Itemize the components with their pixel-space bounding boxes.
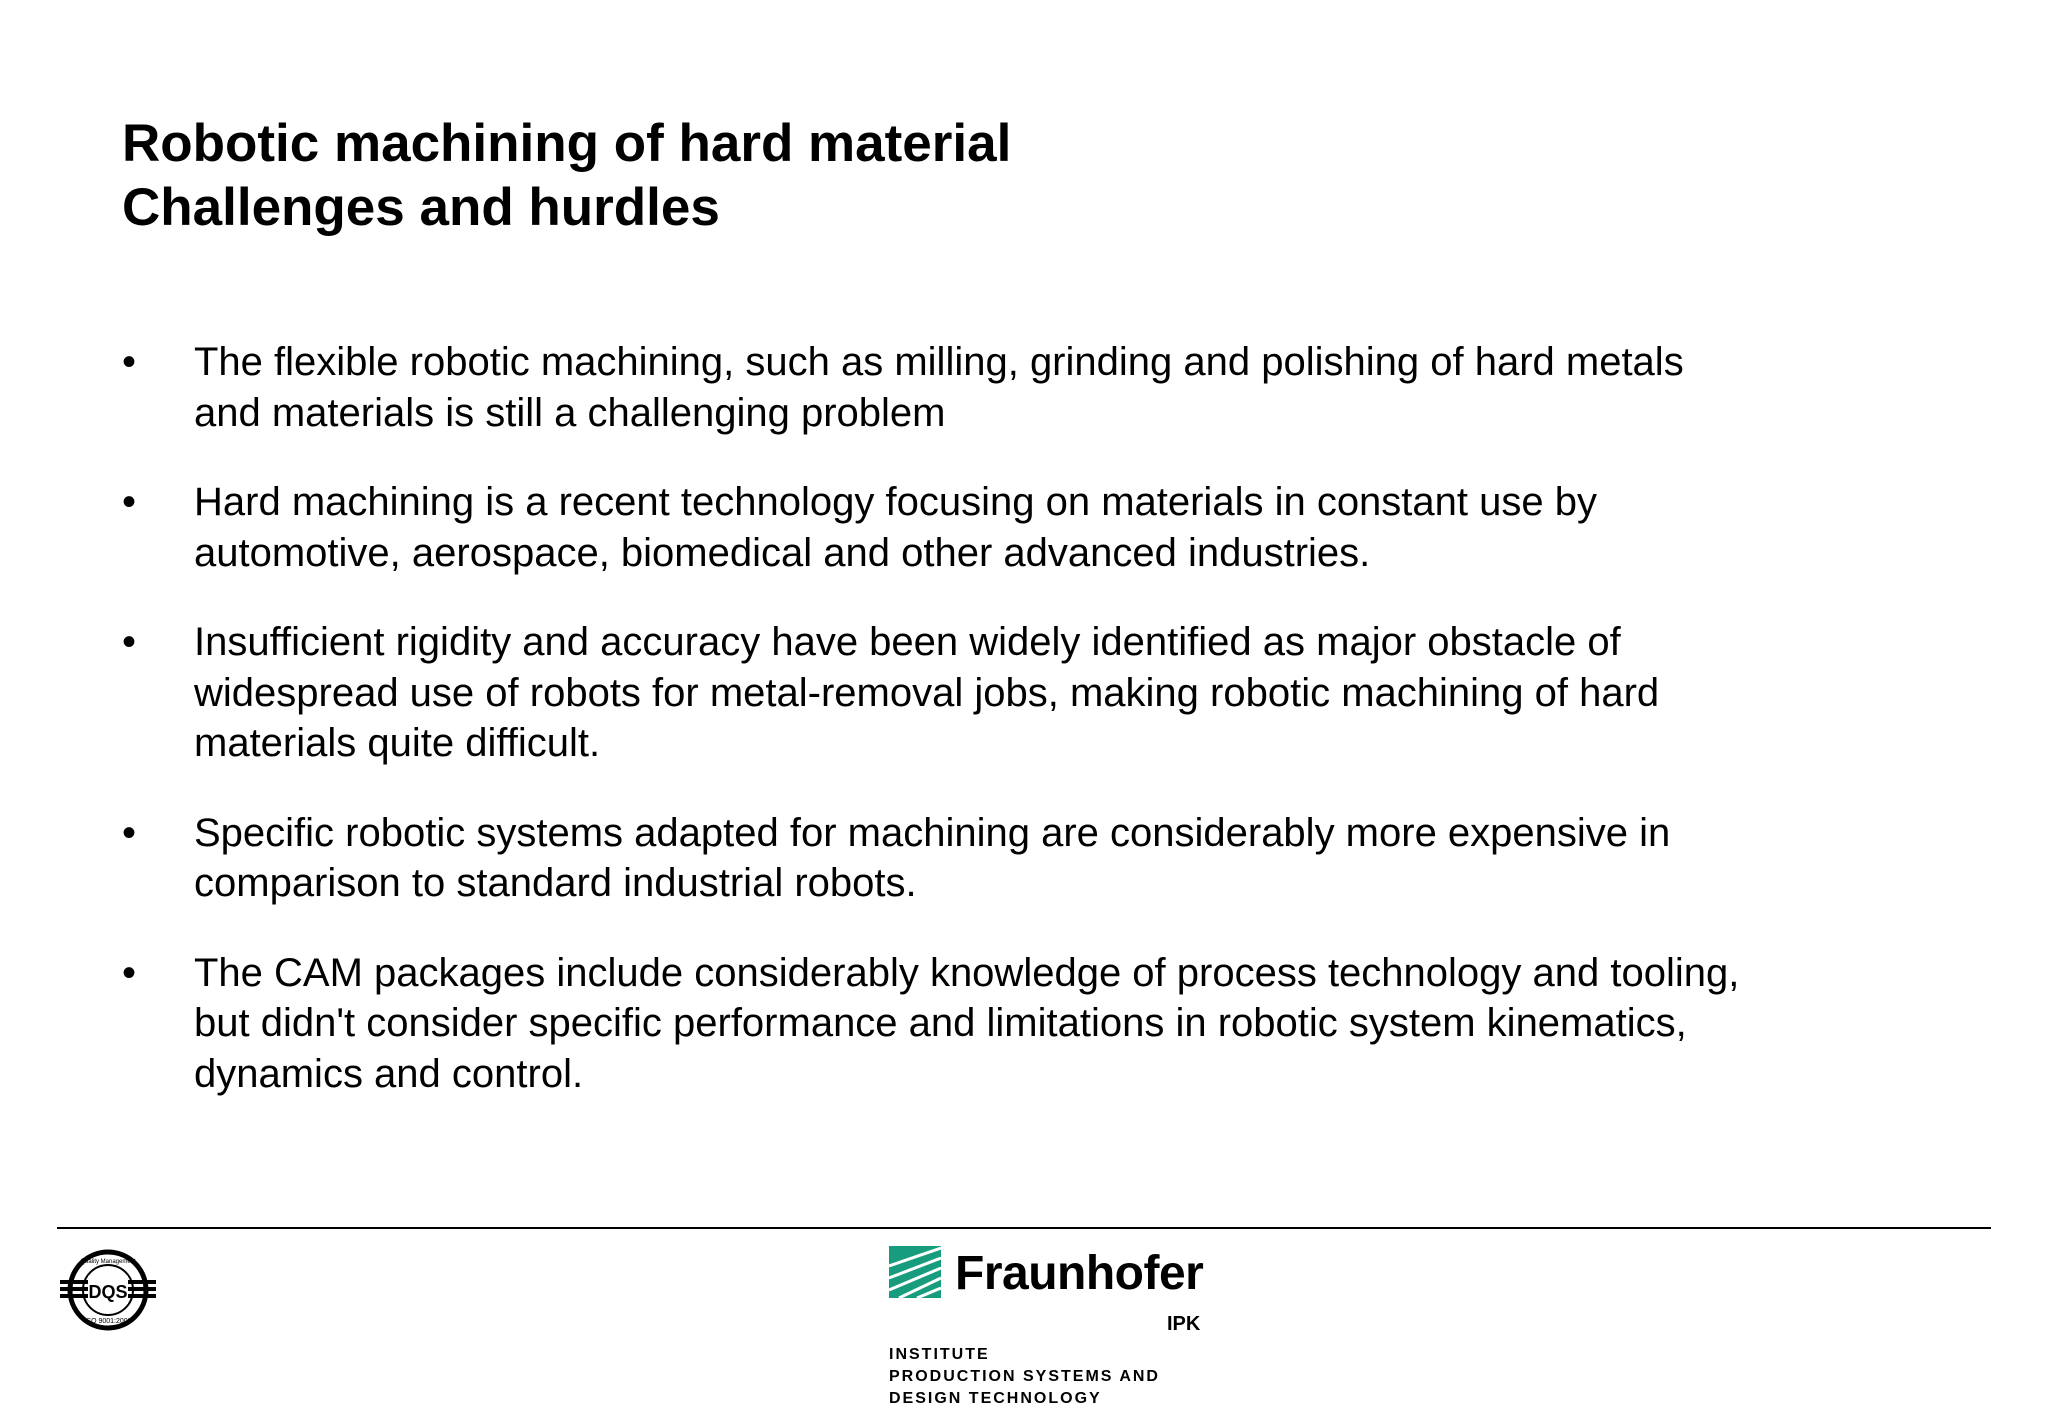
bullet-line: dynamics and control. (194, 1051, 584, 1096)
bullet-text (194, 337, 1922, 438)
bullet-line: The CAM packages include considerably knowledge of process technology and tooling, (194, 950, 1740, 995)
bullet-line: automotive, aerospace, biomedical and other advanced industries. (194, 530, 1371, 575)
title-line-2: Challenges and hurdles (122, 178, 720, 237)
institute-line: PRODUCTION SYSTEMS AND (889, 1368, 1160, 1385)
bullet-line: widespread use of robots for metal-removal jobs, making robotic machining of hard (194, 670, 1660, 715)
bullet-dot: • (122, 950, 137, 995)
bullet-dot: • (122, 620, 137, 664)
bullet-item (122, 477, 1922, 578)
bullet-dot: • (122, 480, 137, 524)
bullet-line: Insufficient rigidity and accuracy have been widely identified as major obstacle of (194, 620, 1621, 664)
institute-line: INSTITUTE (889, 1346, 990, 1363)
dqs-certification-seal-icon (58, 1249, 158, 1331)
bullet-text (194, 948, 1922, 1100)
bullet-text (194, 477, 1922, 578)
bullet-line: The flexible robotic machining, such as milling, grinding and polishing of hard metals (194, 340, 1684, 384)
fraunhofer-logo (889, 1246, 1229, 1416)
dqs-seal-bottom-text: ISO 9001:2008 (84, 1318, 132, 1325)
bullet-line: and materials is still a challenging problem (194, 390, 946, 435)
bullet-line: but didn't consider specific performance and limitations in robotic system kinematics, (194, 1001, 1687, 1045)
dqs-seal-center-text: DQS (88, 1282, 128, 1302)
fraunhofer-unit: IPK (1167, 1313, 1201, 1335)
bullet-line: comparison to standard industrial robots. (194, 861, 917, 905)
bullet-text (194, 617, 1922, 769)
bullet-item (122, 808, 1922, 909)
institute-name (889, 1344, 1160, 1410)
institute-line: DESIGN TECHNOLOGY (889, 1390, 1102, 1407)
bullet-line: Specific robotic systems adapted for machining are considerably more expensive in (194, 810, 1671, 855)
dqs-seal-top-text: Quality Management (80, 1259, 136, 1265)
bullet-dot: • (122, 340, 137, 384)
bullet-dot: • (122, 810, 137, 855)
slide-title (122, 112, 1822, 240)
bullet-item (122, 617, 1922, 769)
bullet-text (194, 808, 1922, 909)
bullet-item (122, 337, 1922, 438)
fraunhofer-mark-icon (889, 1246, 941, 1298)
footer-divider (57, 1227, 1991, 1229)
bullet-item (122, 948, 1922, 1100)
fraunhofer-name: Fraunhofer (955, 1247, 1204, 1300)
title-line-1: Robotic machining of hard material (122, 114, 1012, 173)
bullet-list (122, 337, 1922, 1138)
bullet-line: Hard machining is a recent technology focusing on materials in constant use by (194, 480, 1597, 524)
bullet-line: materials quite difficult. (194, 721, 601, 765)
